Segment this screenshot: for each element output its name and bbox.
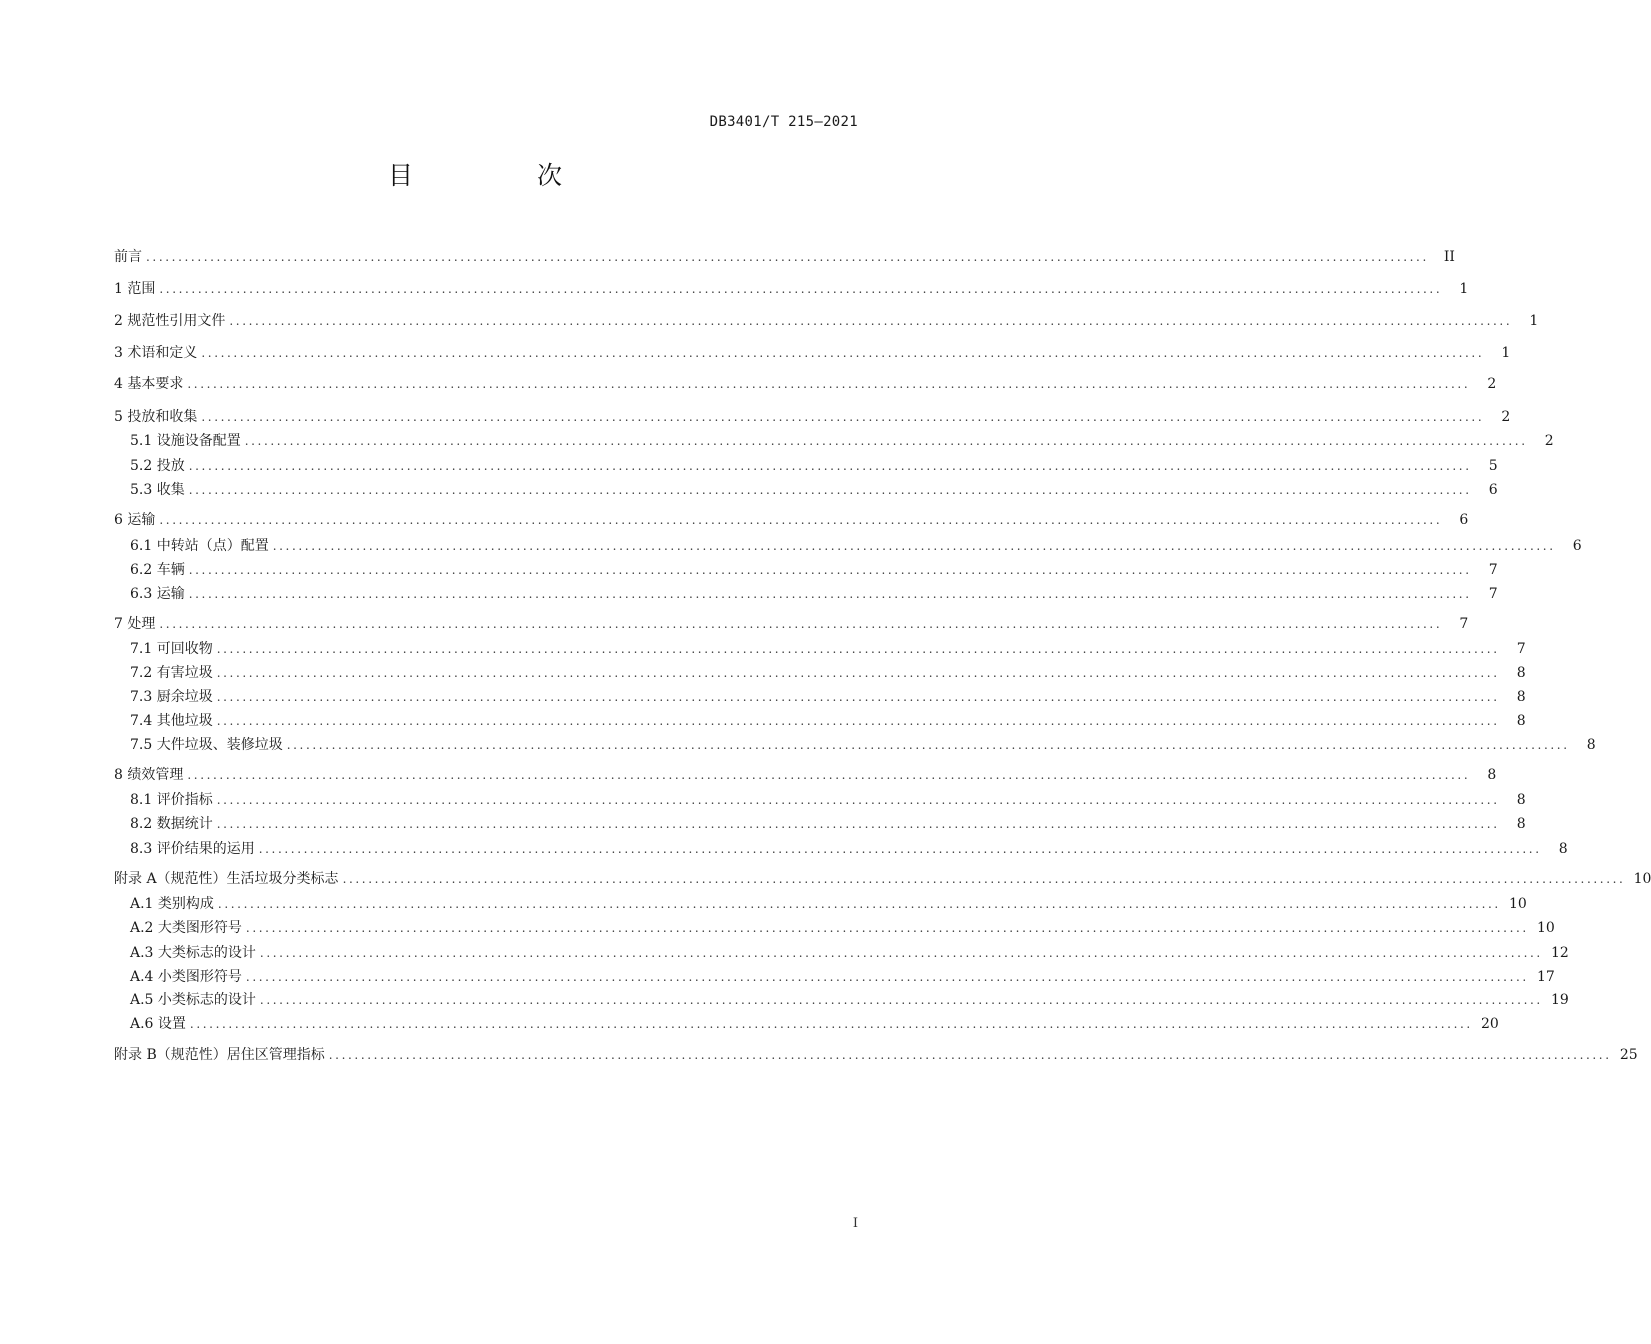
toc-entry-label: 7.4 其他垃圾	[130, 711, 217, 731]
toc-entry-page: 7	[1488, 586, 1498, 602]
toc-entry[interactable]	[114, 711, 1526, 731]
toc-entry[interactable]	[114, 918, 1555, 938]
toc-leader-dots: ........................................................................................................................................................................................................	[244, 434, 1528, 448]
toc-entry-page: 10	[1536, 920, 1555, 936]
toc-leader-dots: ........................................................................................................................................................................................................	[187, 768, 1471, 782]
toc-entry-page: 8	[1487, 767, 1497, 783]
toc-entry[interactable]	[114, 639, 1526, 659]
toc-entry-label: 7 处理	[114, 614, 159, 634]
toc-leader-dots: ........................................................................................................................................................................................................	[245, 921, 1529, 935]
toc-entry-page: 8	[1558, 841, 1568, 857]
toc-entry[interactable]	[114, 869, 1651, 889]
toc-leader-dots: ........................................................................................................................................................................................................	[188, 459, 1472, 473]
toc-entry-label: 6 运输	[114, 510, 159, 530]
toc-entry-label: A.3 大类标志的设计	[130, 943, 260, 963]
toc-leader-dots: ........................................................................................................................................................................................................	[188, 587, 1472, 601]
toc-entry-label: A.6 设置	[130, 1014, 190, 1034]
toc-entry[interactable]	[114, 431, 1554, 451]
toc-entry-label: A.2 大类图形符号	[130, 918, 246, 938]
toc-entry[interactable]	[114, 311, 1539, 331]
toc-entry-label: 前言	[114, 247, 146, 267]
toc-entry[interactable]	[114, 943, 1569, 963]
toc-entry-label: 5.1 设施设备配置	[130, 431, 245, 451]
toc-leader-dots: ........................................................................................................................................................................................................	[189, 1017, 1473, 1031]
page-number: I	[852, 1216, 858, 1231]
toc-entry-page: 20	[1480, 1016, 1499, 1032]
toc-entry-page: 8	[1516, 665, 1526, 681]
toc-entry-label: 4 基本要求	[114, 374, 187, 394]
toc-leader-dots: ........................................................................................................................................................................................................	[342, 872, 1626, 886]
toc-entry-page: 10	[1633, 871, 1651, 887]
toc-entry-label: 附录 B（规范性）居住区管理指标	[114, 1045, 329, 1065]
toc-entry-label: 5.3 收集	[130, 480, 189, 500]
toc-leader-dots: ........................................................................................................................................................................................................	[216, 817, 1500, 831]
toc-entry-page: 8	[1586, 737, 1596, 753]
toc-leader-dots: ........................................................................................................................................................................................................	[159, 282, 1443, 296]
toc-entry-page: 6	[1572, 538, 1582, 554]
toc-leader-dots: ........................................................................................................................................................................................................	[259, 993, 1543, 1007]
toc-entry-label: 7.5 大件垃圾、装修垃圾	[130, 735, 287, 755]
toc-entry-page: 6	[1488, 482, 1498, 498]
toc-leader-dots: ........................................................................................................................................................................................................	[216, 642, 1500, 656]
toc-entry-page: 1	[1529, 313, 1539, 329]
toc-entry-page: 7	[1488, 562, 1498, 578]
toc-entry-label: 3 术语和定义	[114, 343, 201, 363]
toc-entry-label: 8 绩效管理	[114, 765, 187, 785]
toc-entry[interactable]	[114, 687, 1526, 707]
toc-entry-page: 2	[1487, 376, 1497, 392]
toc-entry-page: 8	[1516, 816, 1526, 832]
toc-leader-dots: ........................................................................................................................................................................................................	[286, 738, 1570, 752]
toc-leader-dots: ........................................................................................................................................................................................................	[159, 513, 1443, 527]
toc-leader-dots: ........................................................................................................................................................................................................	[259, 946, 1543, 960]
toc-entry-page: 6	[1459, 512, 1469, 528]
standard-code: DB3401/T 215—2021	[709, 114, 858, 130]
toc-entry[interactable]	[114, 735, 1596, 755]
toc-leader-dots: ........................................................................................................................................................................................................	[328, 1048, 1612, 1062]
toc-entry-label: 7.3 厨余垃圾	[130, 687, 217, 707]
toc-entry-label: 6.1 中转站（点）配置	[130, 536, 273, 556]
toc-entry-label: A.1 类别构成	[130, 894, 218, 914]
toc-leader-dots: ........................................................................................................................................................................................................	[216, 714, 1500, 728]
toc-leader-dots: ........................................................................................................................................................................................................	[188, 563, 1472, 577]
toc-entry-label: 6.2 车辆	[130, 560, 189, 580]
toc-entry-label: A.5 小类标志的设计	[130, 990, 260, 1010]
toc-leader-dots: ........................................................................................................................................................................................................	[229, 314, 1513, 328]
toc-entry[interactable]	[114, 1045, 1638, 1065]
toc-entry[interactable]	[114, 456, 1498, 476]
toc-entry-page: 8	[1516, 689, 1526, 705]
toc-leader-dots: ........................................................................................................................................................................................................	[146, 250, 1429, 264]
toc-entry[interactable]	[114, 990, 1569, 1010]
toc-entry-page: 12	[1550, 945, 1569, 961]
toc-entry-label: 5.2 投放	[130, 456, 189, 476]
toc-entry[interactable]	[114, 584, 1498, 604]
toc-entry[interactable]	[114, 407, 1511, 427]
toc-entry[interactable]	[114, 536, 1582, 556]
table-of-contents	[114, 0, 1651, 1344]
toc-entry-label: 7.2 有害垃圾	[130, 663, 217, 683]
toc-entry[interactable]	[114, 765, 1497, 785]
toc-entry-page: 2	[1544, 433, 1554, 449]
toc-entry[interactable]	[114, 614, 1469, 634]
toc-leader-dots: ........................................................................................................................................................................................................	[201, 410, 1485, 424]
toc-entry[interactable]	[114, 510, 1469, 530]
toc-leader-dots: ........................................................................................................................................................................................................	[245, 970, 1529, 984]
toc-entry[interactable]	[114, 1014, 1499, 1034]
toc-entry-page: 17	[1536, 969, 1555, 985]
toc-entry-page: 19	[1550, 992, 1569, 1008]
toc-entry-page: 8	[1516, 713, 1526, 729]
toc-leader-dots: ........................................................................................................................................................................................................	[188, 483, 1472, 497]
toc-entry[interactable]	[114, 374, 1497, 394]
toc-entry-label: 5 投放和收集	[114, 407, 201, 427]
toc-entry-label: 1 范围	[114, 279, 159, 299]
toc-entry-label: 8.2 数据统计	[130, 814, 217, 834]
toc-entry-label: 6.3 运输	[130, 584, 189, 604]
toc-leader-dots: ........................................................................................................................................................................................................	[217, 897, 1501, 911]
toc-leader-dots: ........................................................................................................................................................................................................	[216, 793, 1500, 807]
toc-entry-page: 1	[1459, 281, 1469, 297]
toc-entry-label: 8.3 评价结果的运用	[130, 839, 259, 859]
toc-entry[interactable]	[114, 663, 1526, 683]
toc-entry[interactable]	[114, 839, 1568, 859]
toc-entry-page: 8	[1516, 792, 1526, 808]
toc-entry-page: 7	[1459, 616, 1469, 632]
toc-leader-dots: ........................................................................................................................................................................................................	[187, 377, 1471, 391]
toc-entry[interactable]	[114, 560, 1498, 580]
toc-entry[interactable]	[114, 814, 1526, 834]
toc-entry-page: 2	[1501, 409, 1511, 425]
toc-entry[interactable]	[114, 894, 1527, 914]
toc-entry-page: II	[1443, 249, 1455, 265]
toc-leader-dots: ........................................................................................................................................................................................................	[258, 842, 1542, 856]
toc-entry-label: 2 规范性引用文件	[114, 311, 229, 331]
toc-leader-dots: ........................................................................................................................................................................................................	[159, 617, 1443, 631]
toc-entry[interactable]	[114, 247, 1455, 267]
toc-entry[interactable]	[114, 790, 1526, 810]
toc-entry-page: 1	[1501, 345, 1511, 361]
page-title: 目 次	[388, 161, 620, 190]
toc-entry-label: 8.1 评价指标	[130, 790, 217, 810]
toc-entry[interactable]	[114, 967, 1555, 987]
toc-entry-page: 5	[1488, 458, 1498, 474]
toc-leader-dots: ........................................................................................................................................................................................................	[272, 539, 1556, 553]
toc-entry[interactable]	[114, 480, 1498, 500]
toc-entry-label: 附录 A（规范性）生活垃圾分类标志	[114, 869, 343, 889]
toc-leader-dots: ........................................................................................................................................................................................................	[201, 346, 1485, 360]
toc-entry-page: 10	[1508, 896, 1527, 912]
toc-leader-dots: ........................................................................................................................................................................................................	[216, 690, 1500, 704]
toc-entry-page: 7	[1516, 641, 1526, 657]
toc-entry[interactable]	[114, 279, 1469, 299]
toc-entry-page: 25	[1619, 1047, 1638, 1063]
toc-entry-label: 7.1 可回收物	[130, 639, 217, 659]
toc-entry[interactable]	[114, 343, 1511, 363]
toc-entry-label: A.4 小类图形符号	[130, 967, 246, 987]
toc-leader-dots: ........................................................................................................................................................................................................	[216, 666, 1500, 680]
